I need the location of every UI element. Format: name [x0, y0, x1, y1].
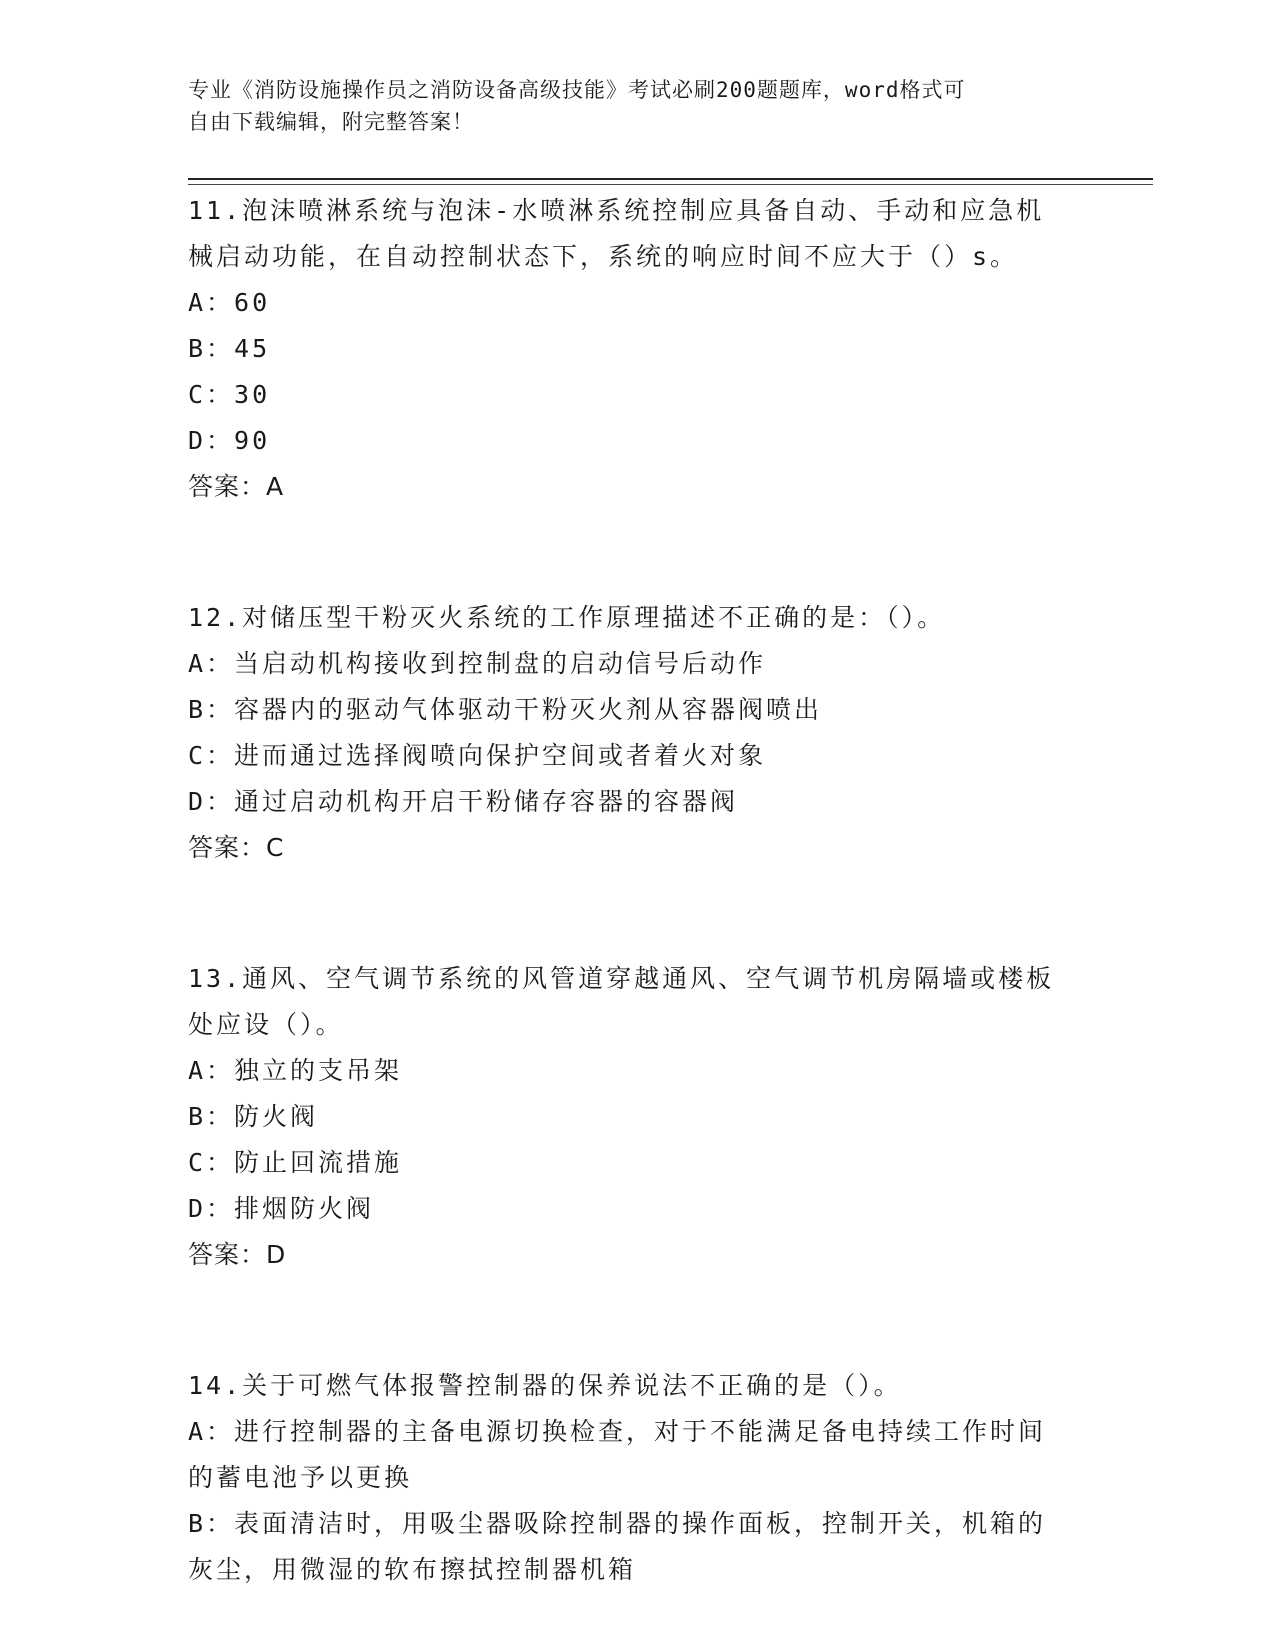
header-divider-thick — [188, 178, 1153, 180]
question-13 — [188, 956, 1088, 1278]
question-14 — [188, 1363, 1088, 1593]
answer: 答案：C — [188, 833, 285, 862]
option-b-continued: 灰尘，用微湿的软布擦拭控制器机箱 — [188, 1555, 637, 1584]
option-c: C：30 — [188, 380, 271, 409]
document-header — [188, 74, 1068, 138]
option-d: D：90 — [188, 426, 271, 455]
option-a: A：独立的支吊架 — [188, 1056, 403, 1085]
option-c: C：防止回流措施 — [188, 1148, 403, 1177]
option-a-continued: 的蓄电池予以更换 — [188, 1463, 413, 1492]
question-list — [188, 188, 1088, 1593]
answer: 答案：A — [188, 472, 285, 501]
option-a: A：当启动机构接收到控制盘的启动信号后动作 — [188, 649, 767, 678]
spacer — [188, 871, 1088, 956]
question-text: 14.关于可燃气体报警控制器的保养说法不正确的是（）。 — [188, 1371, 902, 1400]
header-line: 自由下载编辑，附完整答案！ — [188, 110, 474, 134]
header-divider-thin — [188, 184, 1153, 185]
spacer — [188, 1278, 1088, 1363]
question-11 — [188, 188, 1088, 510]
option-b: B：防火阀 — [188, 1102, 319, 1131]
question-text: 11.泡沫喷淋系统与泡沫-水喷淋系统控制应具备自动、手动和应急机 — [188, 196, 1045, 225]
answer: 答案：D — [188, 1240, 287, 1269]
spacer — [188, 510, 1088, 595]
question-text: 13.通风、空气调节系统的风管道穿越通风、空气调节机房隔墙或楼板 — [188, 964, 1055, 993]
question-text: 12.对储压型干粉灭火系统的工作原理描述不正确的是：（）。 — [188, 603, 946, 632]
option-c: C：进而通过选择阀喷向保护空间或者着火对象 — [188, 741, 767, 770]
option-d: D：通过启动机构开启干粉储存容器的容器阀 — [188, 787, 739, 816]
question-text: 械启动功能，在自动控制状态下，系统的响应时间不应大于（）s。 — [188, 242, 1019, 271]
option-a: A：60 — [188, 288, 271, 317]
header-line: 专业《消防设施操作员之消防设备高级技能》考试必刷200题题库，word格式可 — [188, 78, 966, 102]
option-b: B：表面清洁时，用吸尘器吸除控制器的操作面板，控制开关，机箱的 — [188, 1509, 1047, 1538]
option-d: D：排烟防火阀 — [188, 1194, 375, 1223]
option-b: B：45 — [188, 334, 271, 363]
question-12 — [188, 595, 1088, 871]
question-text: 处应设（）。 — [188, 1010, 344, 1039]
option-a: A：进行控制器的主备电源切换检查，对于不能满足备电持续工作时间 — [188, 1417, 1047, 1446]
option-b: B：容器内的驱动气体驱动干粉灭火剂从容器阀喷出 — [188, 695, 823, 724]
